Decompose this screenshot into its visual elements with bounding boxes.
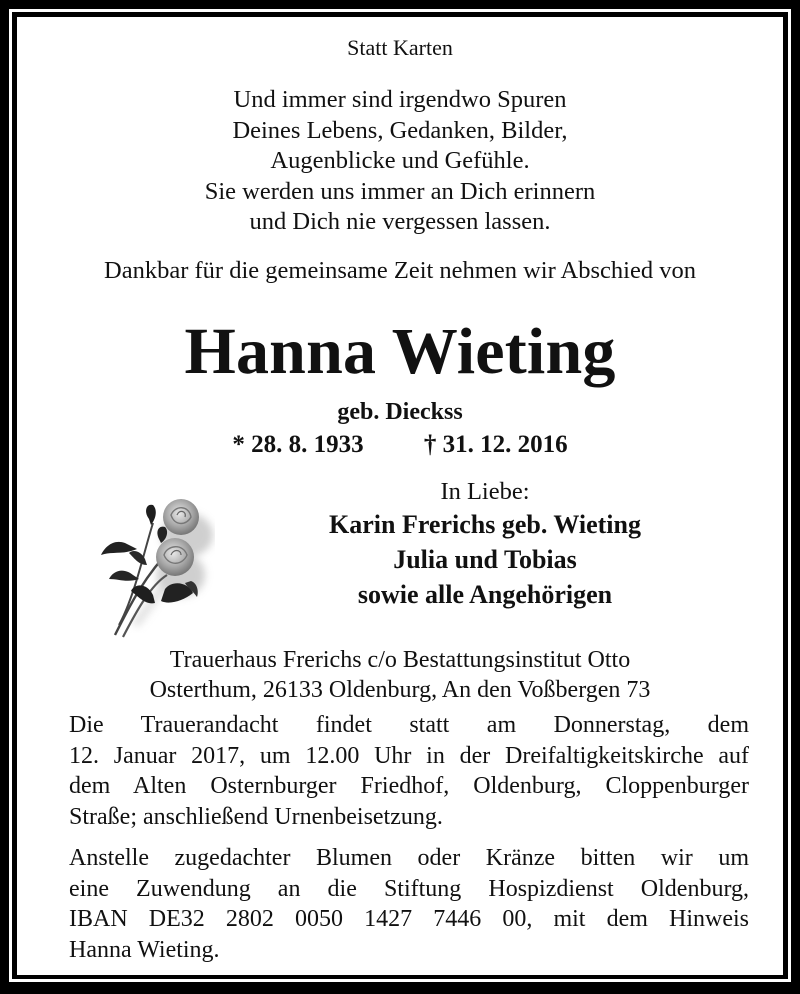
donation-line: IBAN DE32 2802 0050 1427 7446 00, mit dem Hinweis	[69, 906, 749, 932]
address-line: Trauerhaus Frerichs c/o Bestattungsinstitut Otto	[169, 647, 631, 673]
poem-line: Und immer sind irgendwo Spuren	[233, 86, 567, 113]
maiden-name-text: geb. Dieckss	[337, 399, 463, 425]
header-statt-karten: Statt Karten	[347, 35, 453, 60]
mourner-name: sowie alle Angehörigen	[357, 580, 613, 609]
death-date: † 31. 12. 2016	[423, 431, 568, 458]
deceased-name: Hanna Wieting	[184, 315, 616, 388]
poem-line: Sie werden uns immer an Dich erinnern	[204, 177, 596, 205]
birth-date: * 28. 8. 1933	[232, 431, 364, 458]
mourners-label: In Liebe:	[440, 478, 530, 505]
mourning-house-address	[17, 645, 783, 705]
mourner-name: Julia und Tobias	[393, 545, 577, 574]
poem-line: Deines Lebens, Gedanken, Bilder,	[232, 116, 568, 144]
mourners-block	[207, 477, 763, 612]
service-details	[69, 710, 749, 832]
poem-line: Augenblicke und Gefühle.	[270, 147, 530, 174]
donation-line: Hanna Wieting.	[69, 936, 220, 963]
maiden-name	[17, 399, 783, 426]
obituary-card	[17, 17, 783, 975]
life-dates	[17, 431, 783, 459]
donation-request	[69, 843, 749, 965]
poem	[17, 85, 783, 238]
mourner-name: Karin Frerichs geb. Wieting	[329, 510, 641, 539]
donation-line: Anstelle zugedachter Blumen oder Kränze bitten wir um	[69, 845, 749, 871]
intro-text: Dankbar für die gemeinsame Zeit nehmen wir Abschied von	[104, 257, 696, 284]
roses-icon	[95, 475, 215, 645]
service-line: Die Trauerandacht findet statt am Donnerstag, dem	[69, 712, 749, 738]
poem-line: und Dich nie vergessen lassen.	[249, 208, 551, 235]
service-line: Straße; anschließend Urnenbeisetzung.	[69, 803, 443, 830]
donation-line: eine Zuwendung an die Stiftung Hospizdienst Oldenburg,	[69, 875, 749, 902]
service-line: 12. Januar 2017, um 12.00 Uhr in der Dreifaltigkeitskirche auf	[69, 742, 749, 769]
address-line: Osterthum, 26133 Oldenburg, An den Voßbergen 73	[149, 677, 651, 703]
service-line: dem Alten Osternburger Friedhof, Oldenburg, Cloppenburger	[69, 773, 749, 799]
